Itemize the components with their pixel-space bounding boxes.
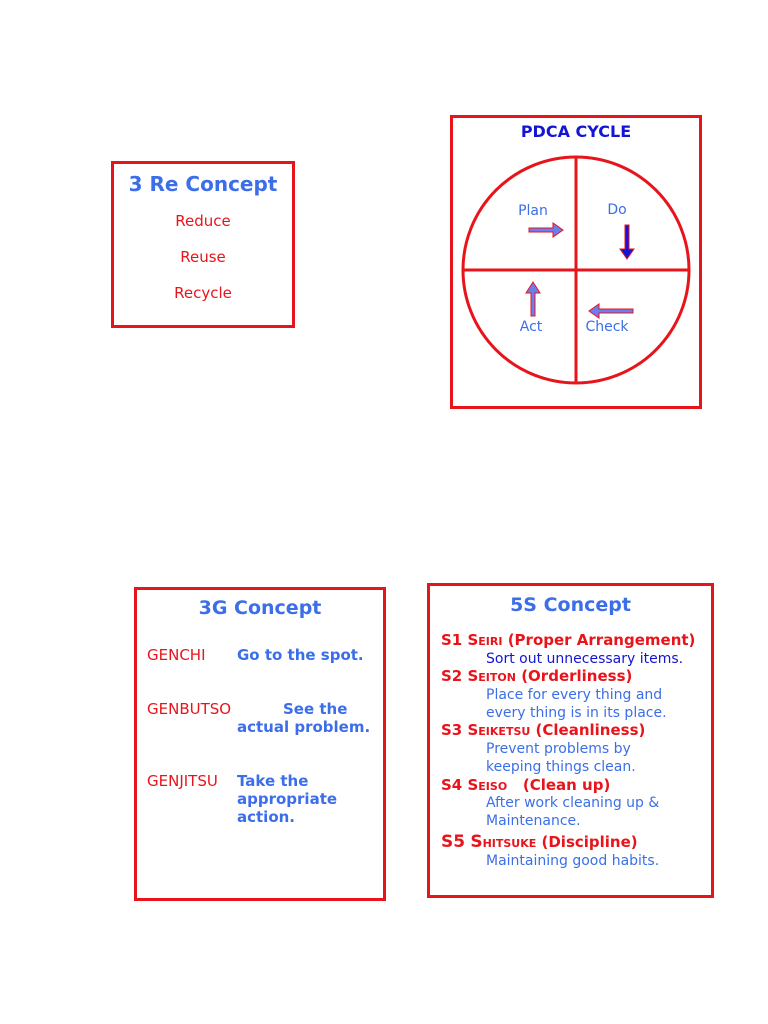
g-desc-genbutso: See the actual problem. xyxy=(237,700,371,736)
arrow-left-icon xyxy=(589,304,633,318)
g-term-genchi: GENCHI xyxy=(147,646,206,664)
arrow-down-icon xyxy=(620,225,634,259)
g-term-genbutso: GENBUTSO xyxy=(147,700,232,718)
s5-heading: S5 Shitsuke (Discipline) xyxy=(441,832,638,852)
g-desc-genjitsu: Take the appropriate action. xyxy=(237,772,338,826)
s4-heading: S4 Seiso (Clean up) xyxy=(441,776,611,794)
pdca-diagram xyxy=(453,118,699,406)
s2-description: Place for every thing and every thing is in its place. xyxy=(486,687,667,721)
arrow-right-icon xyxy=(529,223,563,237)
pdca-check-label: Check xyxy=(585,319,629,335)
s2-heading: S2 Seiton (Orderliness) xyxy=(441,667,633,685)
pdca-do-label: Do xyxy=(607,202,627,218)
re-item-recycle: Recycle xyxy=(174,284,232,302)
three-re-concept-box xyxy=(111,161,295,328)
s1-description: Sort out unnecessary items. xyxy=(486,651,684,667)
s1-heading: S1 Seiri (Proper Arrangement) xyxy=(441,631,696,649)
g-desc-genchi: Go to the spot. xyxy=(237,646,364,664)
arrow-up-icon xyxy=(526,282,540,316)
s5-description: Maintaining good habits. xyxy=(486,853,660,869)
five-s-title: 5S Concept xyxy=(510,594,631,616)
s4-description: After work cleaning up & Maintenance. xyxy=(486,795,660,829)
pdca-cycle-box xyxy=(450,115,702,409)
three-re-title: 3 Re Concept xyxy=(128,172,278,196)
pdca-title: PDCA CYCLE xyxy=(520,122,632,141)
three-g-title: 3G Concept xyxy=(198,597,322,619)
re-item-reduce: Reduce xyxy=(175,212,231,230)
s3-description: Prevent problems by keeping things clean. xyxy=(486,741,636,775)
re-item-reuse: Reuse xyxy=(180,248,226,266)
g-term-genjitsu: GENJITSU xyxy=(147,772,218,790)
five-s-concept-box xyxy=(427,583,714,898)
pdca-act-label: Act xyxy=(519,319,543,335)
three-g-concept-box xyxy=(134,587,386,901)
s3-heading: S3 Seiketsu (Cleanliness) xyxy=(441,721,646,739)
pdca-plan-label: Plan xyxy=(518,203,548,219)
